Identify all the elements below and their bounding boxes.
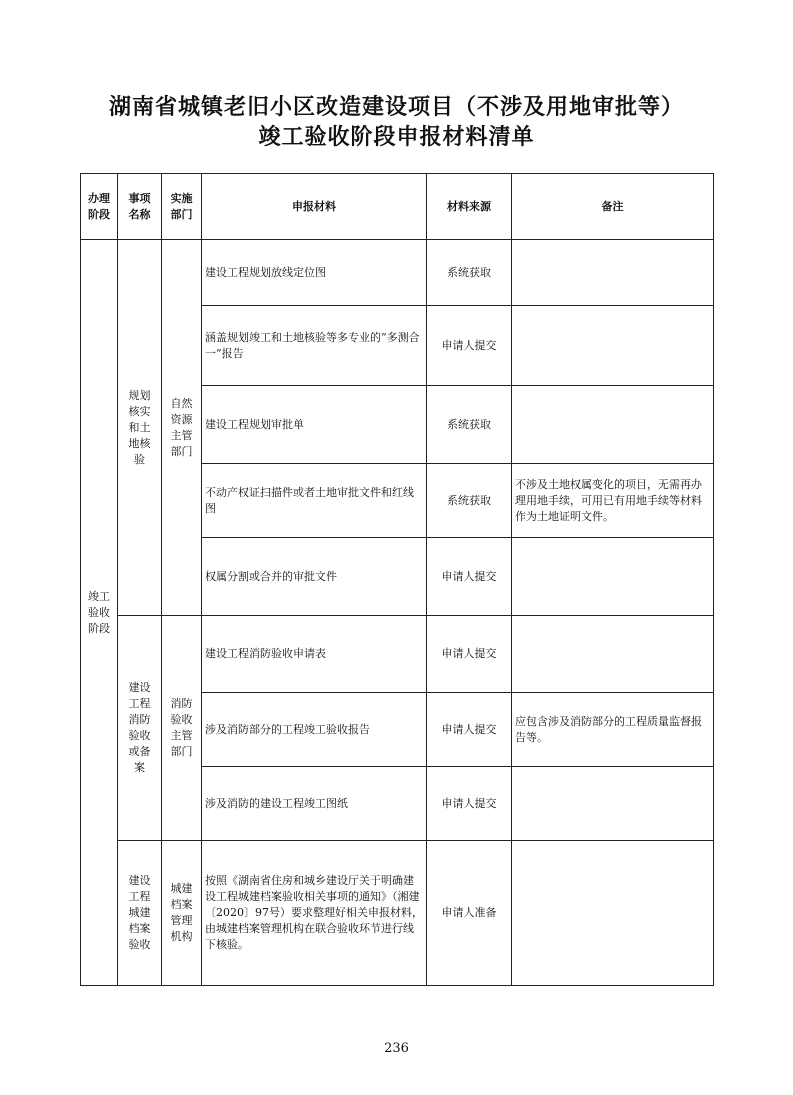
remark-cell	[512, 306, 714, 386]
remark-cell	[512, 616, 714, 693]
source-cell: 申请人提交	[427, 538, 512, 616]
document-title-line-2: 竣工验收阶段申报材料清单	[258, 125, 535, 150]
dept-cell-archives: 城建档案管理机构	[162, 841, 202, 986]
material-cell: 建设工程规划放线定位图	[202, 240, 427, 306]
materials-table	[80, 173, 714, 986]
page-number: 236	[384, 1041, 409, 1056]
remark-cell	[512, 386, 714, 464]
remark-cell	[512, 767, 714, 841]
material-cell: 建设工程消防验收申请表	[202, 616, 427, 693]
dept-cell-natural-resources: 自然资源主管部门	[162, 240, 202, 616]
header-stage: 办理阶段	[81, 174, 118, 240]
source-cell: 申请人提交	[427, 767, 512, 841]
remark-cell	[512, 841, 714, 986]
material-cell: 涉及消防的建设工程竣工图纸	[202, 767, 427, 841]
stage-cell: 竣工验收阶段	[81, 240, 118, 986]
material-cell: 按照《湖南省住房和城乡建设厅关于明确建设工程城建档案验收相关事项的通知》（湘建〔2020〕97号）要求整理好相关申报材料，由城建档案管理机构在联合验收环节进行线下核验。	[202, 841, 427, 986]
material-cell: 权属分割或合并的审批文件	[202, 538, 427, 616]
remark-cell: 不涉及土地权属变化的项目，无需再办理用地手续，可用已有用地手续等材料作为土地证明文件。	[512, 464, 714, 538]
source-cell: 申请人提交	[427, 616, 512, 693]
dept-cell-fire: 消防验收主管部门	[162, 616, 202, 841]
header-source: 材料来源	[427, 174, 512, 240]
material-cell: 不动产权证扫描件或者土地审批文件和红线图	[202, 464, 427, 538]
source-cell: 系统获取	[427, 464, 512, 538]
source-cell: 申请人准备	[427, 841, 512, 986]
source-cell: 系统获取	[427, 386, 512, 464]
header-material: 申报材料	[202, 174, 427, 240]
document-title-line-1: 湖南省城镇老旧小区改造建设项目（不涉及用地审批等）	[108, 95, 684, 120]
table-row	[81, 841, 714, 986]
remark-cell	[512, 538, 714, 616]
item-cell-archives: 建设工程城建档案验收	[118, 841, 162, 986]
item-cell-fire-acceptance: 建设工程消防验收或备案	[118, 616, 162, 841]
source-cell: 申请人提交	[427, 693, 512, 767]
remark-cell	[512, 240, 714, 306]
source-cell: 申请人提交	[427, 306, 512, 386]
remark-cell: 应包含涉及消防部分的工程质量监督报告等。	[512, 693, 714, 767]
table-row	[81, 240, 714, 306]
item-cell-planning: 规划核实和土地核验	[118, 240, 162, 616]
source-cell: 系统获取	[427, 240, 512, 306]
header-item: 事项名称	[118, 174, 162, 240]
header-remark: 备注	[512, 174, 714, 240]
material-cell: 涉及消防部分的工程竣工验收报告	[202, 693, 427, 767]
material-cell: 建设工程规划审批单	[202, 386, 427, 464]
header-dept: 实施部门	[162, 174, 202, 240]
material-cell: 涵盖规划竣工和土地核验等多专业的“多测合一”报告	[202, 306, 427, 386]
table-row	[81, 616, 714, 693]
table-header-row	[81, 174, 714, 240]
